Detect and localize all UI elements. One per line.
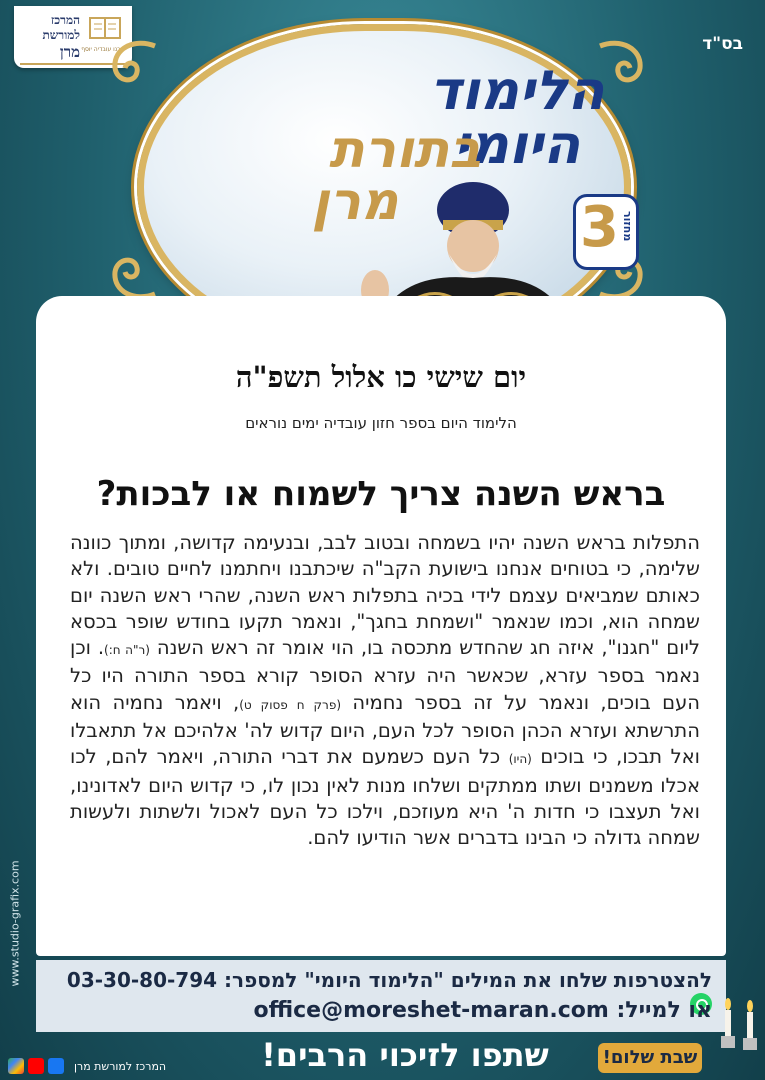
- cycle-word: מחזור: [621, 211, 634, 242]
- youtube-icon[interactable]: [28, 1058, 44, 1074]
- email-line: [36, 998, 712, 1023]
- candle-icon: [718, 998, 738, 1048]
- body-part: . וכן נאמר בספר עזרא, שכאשר היה עזרא הסופר קורא בספר התורה היו כל העם בוכים, ונאמר על זה בספר נחמיה: [70, 636, 701, 714]
- logo-text-1: המרכז: [50, 13, 80, 27]
- title-frame: [95, 8, 660, 338]
- email-label: או למייל:: [616, 998, 712, 1023]
- cycle-number: 3: [580, 195, 619, 260]
- title-betorat: בתורת: [329, 120, 481, 180]
- facebook-icon[interactable]: [48, 1058, 64, 1074]
- candle-icon: [740, 1000, 760, 1050]
- join-text: להצטרפות שלחו את המילים "הלימוד היומי" למספר:: [224, 968, 712, 992]
- logo-text-4: רבנו עובדיה יוסף: [81, 46, 124, 53]
- shabbat-badge: שבת שלום!: [598, 1043, 702, 1073]
- title-line-1: הלימוד: [429, 59, 605, 122]
- citation: (היו): [508, 752, 532, 767]
- citation: (פרק ח פסוק ט): [239, 697, 341, 712]
- question-headline: בראש השנה צריך לשמוח או לבכות?: [96, 474, 666, 514]
- title-line-2: היומי: [453, 113, 581, 176]
- body-text: [70, 530, 700, 852]
- body-part: , ויאמר נחמיה הוא התרשתא ועזרא הכהן הסופר לכל העם, היום קדוש לה' אלהיכם אל תתאבלו ואל תבכו, כי בוכים: [70, 690, 700, 769]
- center-name: המרכז למורשת מרן: [74, 1059, 167, 1073]
- social-row: [8, 1052, 166, 1080]
- body-part: התפלות בראש השנה יהיו בשמחה ובטוב לבב, ובנעימה קדושה, ומתוך כוונה שלימה, כי בטוחים אנחנו בישועת הקב"ה שיכתבנו ויחתמנו לחיים טובים. ולא כאותם שמביאים עצמם לידי בכיה בתפלות ראש השנה, שהרי ראש השנה יום שמחה הוא, וכמו שנאמר "ושמחת בחגך", ונאמר תקעו בחודש שופר בכסא ליום "חגנו", איזה חג שהחדש מתכסה בו, הוי אומר זה ראש השנה: [70, 531, 700, 660]
- flourish-icon: [105, 38, 159, 92]
- logo-text-2: למורשת: [42, 28, 80, 42]
- flourish-icon: [105, 248, 159, 302]
- logo-text-3: מרן: [59, 43, 80, 61]
- title-maran: מרן: [311, 172, 399, 232]
- google-play-icon[interactable]: [8, 1058, 24, 1074]
- citation: (ר"ה ח:): [104, 643, 150, 658]
- body-part: כל העם כשמעם את דברי התורה, ויאמר להם, לכו אכלו משמנים ושתו ממתקים ושלחו מנות לאין נכון לו, כי קדוש היום לאדונינו, ואל תעצבו כי חדות ה' היא מעוזכם, וילכו כל העם לאכול ולשתות ולעשות שמחה גדולה כי הבינו בדברים אשר הודיעו להם.: [70, 745, 700, 850]
- email-address[interactable]: office@moreshet-maran.com: [253, 998, 609, 1023]
- date-heading: יום שישי כו אלול תשפ"ה: [235, 360, 527, 394]
- phone-number[interactable]: 03-30-80-794: [66, 968, 218, 992]
- source-line: הלימוד היום בספר חזון עובדיה ימים נוראים: [245, 414, 517, 432]
- share-call: שתפו לזיכוי הרבים!: [261, 1036, 549, 1074]
- bsd-mark: בס"ד: [702, 34, 743, 54]
- side-credit: [4, 860, 20, 990]
- side-credit-text: www.studio-grafix.com: [8, 860, 22, 987]
